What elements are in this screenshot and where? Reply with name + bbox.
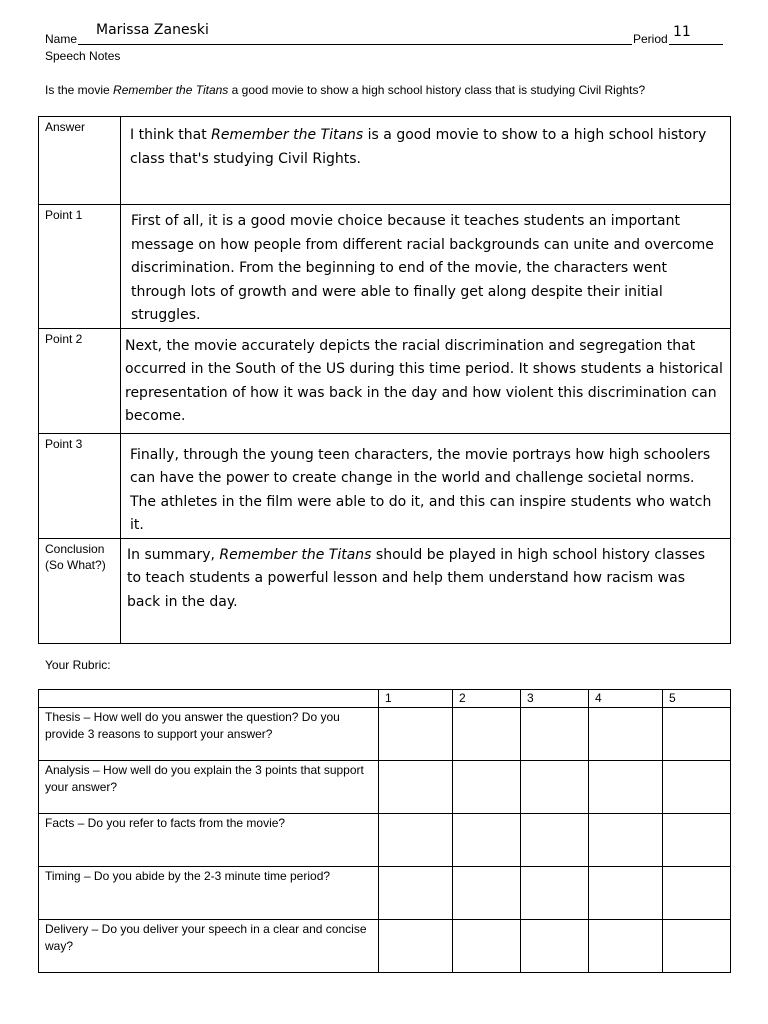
rubric-criterion: Thesis – How well do you answer the question? Do you provide 3 reasons to support your answer? [39, 708, 379, 761]
score-cell[interactable] [589, 814, 663, 867]
name-underline [78, 44, 632, 45]
notes-row-point-3 [39, 433, 731, 538]
score-cell[interactable] [521, 867, 589, 920]
rubric-criterion: Timing – Do you abide by the 2-3 minute time period? [39, 867, 379, 920]
notes-label: Point 1 [39, 205, 121, 329]
score-cell[interactable] [521, 761, 589, 814]
notes-label: Answer [39, 117, 121, 205]
score-cell[interactable] [379, 867, 453, 920]
notes-row-point-2 [39, 328, 731, 433]
score-header: 1 [379, 690, 453, 708]
movie-title: Remember the Titans [113, 83, 229, 97]
notes-row-conclusion [39, 538, 731, 643]
score-header: 4 [589, 690, 663, 708]
rubric-table [38, 689, 731, 973]
notes-text [121, 329, 730, 429]
score-cell[interactable] [379, 761, 453, 814]
score-header: 2 [453, 690, 521, 708]
notes-text [121, 205, 730, 328]
rubric-criterion: Facts – Do you refer to facts from the movie? [39, 814, 379, 867]
notes-row-answer [39, 117, 731, 205]
score-cell[interactable] [453, 867, 521, 920]
rubric-header-row [39, 690, 731, 708]
movie-title: Remember the Titans [219, 546, 372, 563]
notes-text [121, 539, 730, 615]
speech-notes-table [38, 116, 731, 644]
score-cell[interactable] [663, 920, 731, 973]
rubric-row [39, 761, 731, 814]
notes-label: Point 2 [39, 328, 121, 433]
document-subtitle: Speech Notes [45, 49, 121, 63]
score-cell[interactable] [453, 708, 521, 761]
text-run: should be played in high school history classes to teach students a powerful lesson and help them understand how racism was back in the day. [127, 546, 706, 610]
score-cell[interactable] [521, 708, 589, 761]
notes-row-point-1 [39, 205, 731, 329]
score-cell[interactable] [589, 708, 663, 761]
score-cell[interactable] [453, 920, 521, 973]
notes-label: Conclusion (So What?) [39, 538, 121, 643]
rubric-label: Your Rubric: [45, 658, 111, 672]
movie-title: Remember the Titans [211, 127, 364, 143]
text-run: In summary, [127, 546, 220, 563]
text-run: Next, the movie accurately depicts the racial discrimination and segregation that occurred in the South of the US during this time period. It shows students a historical representation of how it was back in the day and how violent this discrimination can become. [125, 337, 723, 424]
period-value: 11 [673, 24, 691, 40]
score-cell[interactable] [521, 920, 589, 973]
text-run: is a good movie to show to a high school history class that's studying Civil Rights. [130, 127, 707, 167]
rubric-row [39, 708, 731, 761]
score-header: 3 [521, 690, 589, 708]
score-cell[interactable] [379, 814, 453, 867]
rubric-row [39, 814, 731, 867]
score-cell[interactable] [453, 761, 521, 814]
rubric-row [39, 867, 731, 920]
score-cell[interactable] [521, 814, 589, 867]
period-underline [669, 44, 723, 45]
score-cell[interactable] [589, 920, 663, 973]
prompt-question: Is the movie Remember the Titans a good movie to show a high school history class that is studying Civil Rights? [45, 83, 646, 97]
score-cell[interactable] [663, 708, 731, 761]
rubric-row [39, 920, 731, 973]
rubric-criterion: Analysis – How well do you explain the 3 points that support your answer? [39, 761, 379, 814]
score-cell[interactable] [663, 814, 731, 867]
score-cell[interactable] [663, 761, 731, 814]
text-run: First of all, it is a good movie choice because it teaches students an important message on how people from different racial backgrounds can unite and overcome discrimination. From the beginning to end of the movie, the characters went through lots of growth and were able to finally get along despite their initial struggles. [131, 213, 714, 323]
period-label: Period [633, 32, 668, 46]
name-label: Name [45, 32, 78, 46]
notes-label: Point 3 [39, 433, 121, 538]
score-cell[interactable] [589, 761, 663, 814]
score-cell[interactable] [379, 708, 453, 761]
text-run: Finally, through the young teen characters, the movie portrays how high schoolers can have the power to create change in the world and challenge societal norms. The athletes in the film were able to do it, and this can inspire students who watch it. [130, 446, 712, 533]
text-run: I think that [130, 127, 212, 143]
score-cell[interactable] [589, 867, 663, 920]
notes-text [121, 434, 730, 538]
rubric-criterion: Delivery – Do you deliver your speech in a clear and concise way? [39, 920, 379, 973]
score-header: 5 [663, 690, 731, 708]
score-cell[interactable] [453, 814, 521, 867]
notes-text [121, 117, 730, 171]
score-cell[interactable] [379, 920, 453, 973]
score-cell[interactable] [663, 867, 731, 920]
name-value: Marissa Zaneski [96, 22, 209, 38]
